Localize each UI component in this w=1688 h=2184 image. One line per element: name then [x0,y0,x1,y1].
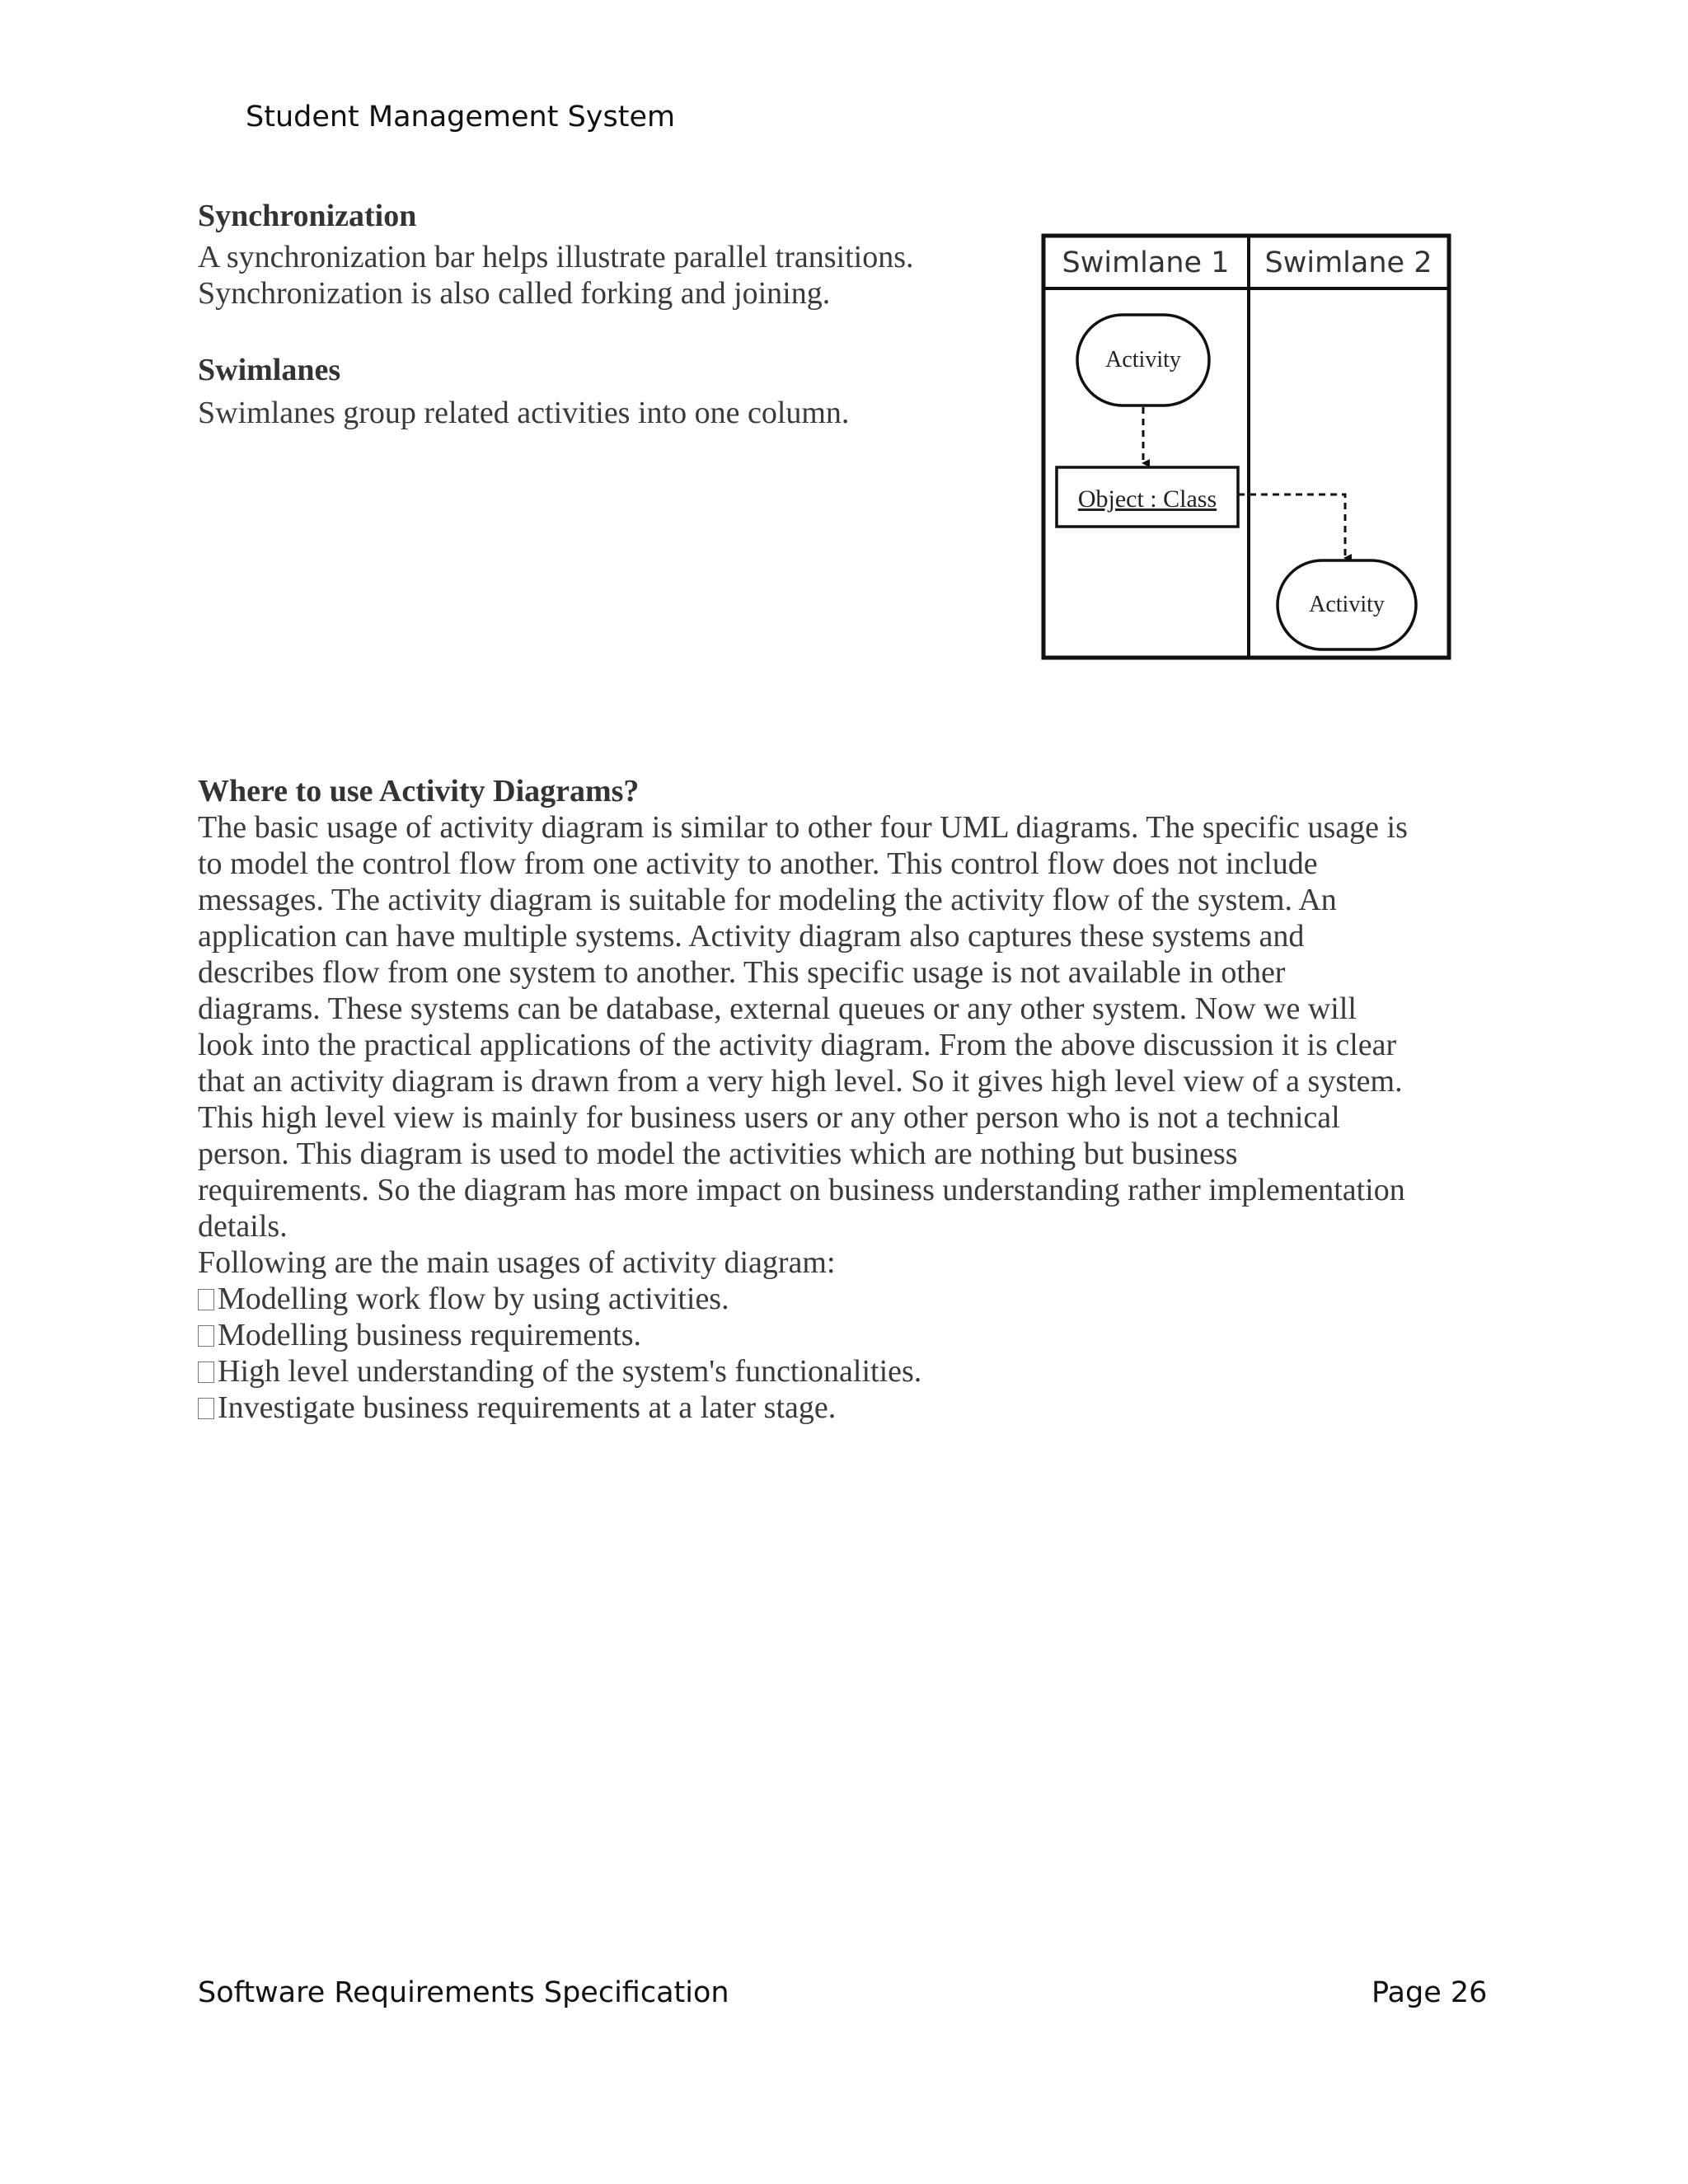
bullet-item [198,1281,1408,1317]
bullet-box-icon [198,1289,214,1310]
text-line: requirements. So the diagram has more impact on business understanding rather implementation [198,1173,1405,1207]
swimlane-1-label: Swimlane 1 [1062,246,1230,279]
footer-document-title: Software Requirements Specification [198,1976,729,2009]
bullet-box-icon [198,1361,214,1383]
text-line: to model the control flow from one activity to another. This control flow does not include [198,846,1318,881]
where-to-use-heading: Where to use Activity Diagrams? [198,774,640,808]
text-line: look into the practical applications of the activity diagram. From the above discussion it is clear [198,1028,1397,1062]
bullet-text: Modelling business requirements. [218,1318,641,1352]
text-line: A synchronization bar helps illustrate parallel transitions. [198,240,914,274]
bullet-text: Investigate business requirements at a later stage. [218,1390,837,1425]
text-line: This high level view is mainly for business users or any other person who is not a technical [198,1100,1340,1135]
text-line: describes flow from one system to another. This specific usage is not available in other [198,955,1286,990]
swimlanes-heading: Swimlanes [198,353,341,387]
document-header-title: Student Management System [246,101,676,134]
activity-label-top: Activity [1105,347,1181,373]
where-to-use-text [198,809,1408,1426]
text-line: details. [198,1209,288,1244]
swimlane-diagram [1040,232,1452,677]
bullet-item [198,1390,1408,1426]
text-line: application can have multiple systems. Activity diagram also captures these systems and [198,919,1305,954]
bullet-text: Modelling work flow by using activities. [218,1282,729,1316]
synchronization-heading: Synchronization [198,199,417,233]
text-line: messages. The activity diagram is suitable for modeling the activity flow of the system. An [198,883,1337,917]
text-line: diagrams. These systems can be database, external queues or any other system. Now we will [198,991,1357,1026]
text-line: Synchronization is also called forking and joining. [198,276,831,311]
bullet-box-icon [198,1325,214,1347]
object-label: Object : Class [1077,485,1217,513]
bullet-item [198,1317,1408,1353]
text-line: The basic usage of activity diagram is similar to other four UML diagrams. The specific usage is [198,810,1408,845]
footer-page-number: Page 26 [1372,1976,1488,2009]
bullet-text: High level understanding of the system's functionalities. [218,1354,922,1389]
swimlanes-text [198,395,849,431]
text-line: that an activity diagram is drawn from a very high level. So it gives high level view of a system. [198,1064,1403,1099]
bullet-box-icon [198,1398,214,1419]
synchronization-text [198,239,914,312]
text-line: Following are the main usages of activity diagram: [198,1245,836,1280]
bullet-item [198,1353,1408,1390]
swimlane-2-label: Swimlane 2 [1264,246,1432,279]
text-line: Swimlanes group related activities into one column. [198,396,850,430]
activity-label-bottom: Activity [1309,592,1385,617]
text-line: person. This diagram is used to model the activities which are nothing but business [198,1137,1238,1171]
